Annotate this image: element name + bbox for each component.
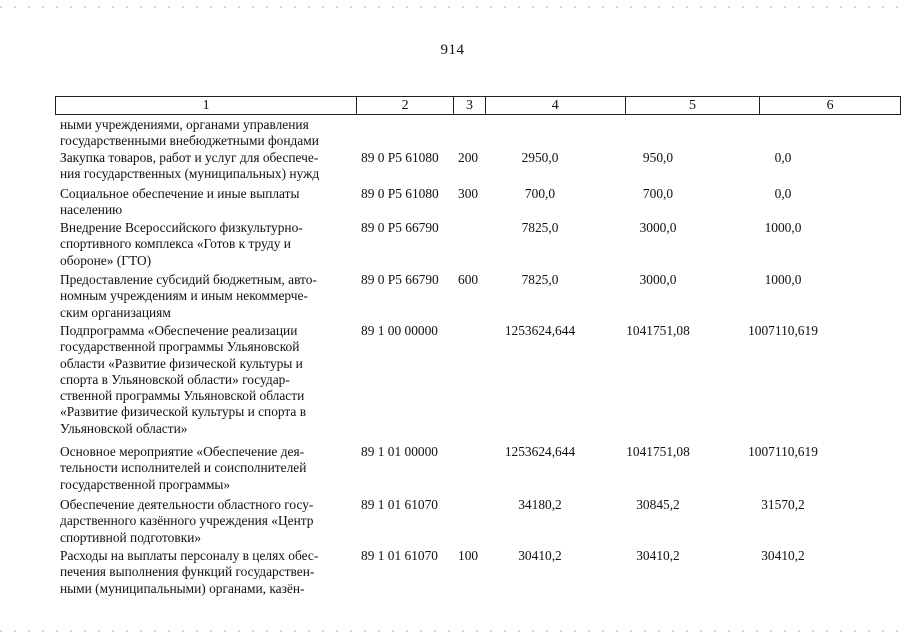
description-line: Внедрение Всероссийского физкультурно- [60, 220, 303, 235]
description-line: печения выполнения функций государствен- [60, 564, 315, 580]
column-header-3: 3 [454, 97, 486, 114]
scan-artifact-bottom [0, 630, 905, 632]
description-line: дарственного казённого учреждения «Центр [60, 513, 314, 529]
table-row-description [60, 497, 350, 546]
amount-col-6: 31570,2 [761, 497, 805, 512]
amount-col-4: 7825,0 [521, 220, 559, 235]
description-line: Расходы на выплаты персоналу в целях обес- [60, 548, 319, 563]
table-row-description [60, 220, 350, 269]
expense-type-code: 600 [458, 272, 479, 287]
budget-code: 89 0 P5 66790 [361, 220, 439, 235]
description-line: государственной программы Ульяновской [60, 339, 300, 355]
table-row-description [60, 548, 350, 597]
description-line: тельности исполнителей и соисполнителей [60, 460, 307, 476]
description-line: населению [60, 202, 123, 218]
budget-code: 89 1 00 00000 [361, 323, 438, 338]
description-line: Предоставление субсидий бюджетным, авто- [60, 272, 317, 287]
page-number: 914 [440, 42, 465, 58]
amount-col-6: 1000,0 [764, 272, 802, 287]
description-line: ственной программы Ульяновской области [60, 388, 305, 404]
description-line: ными (муниципальными) органами, казён- [60, 580, 305, 596]
description-line: государственной программы» [60, 476, 231, 492]
amount-col-5: 30410,2 [636, 548, 680, 563]
table-row-description [60, 117, 350, 150]
budget-code: 89 0 P5 61080 [361, 186, 439, 201]
amount-col-5: 1041751,08 [626, 444, 690, 459]
amount-col-6: 1007110,619 [748, 444, 818, 459]
amount-col-6: 1007110,619 [748, 323, 818, 338]
budget-code: 89 1 01 00000 [361, 444, 438, 459]
description-line: Подпрограмма «Обеспечение реализации [60, 323, 298, 338]
amount-col-4: 1253624,644 [504, 323, 576, 338]
description-line: спортивного комплекса «Готов к труду и [60, 236, 291, 252]
amount-col-6: 0,0 [774, 150, 792, 165]
description-line: Социальное обеспечение и иные выплаты [60, 186, 300, 201]
column-header-6: 6 [826, 98, 834, 113]
amount-col-5: 1041751,08 [626, 323, 690, 338]
description-line: обороне» (ГТО) [60, 252, 152, 268]
description-line: спортивной подготовки» [60, 529, 202, 545]
description-line: Обеспечение деятельности областного госу- [60, 497, 314, 512]
table-row-description [60, 444, 350, 493]
amount-col-4: 1253624,644 [504, 444, 576, 459]
description-line: государственными внебюджетными фондами [60, 133, 319, 149]
expense-type-code: 100 [458, 548, 479, 563]
column-header-4: 4 [486, 97, 626, 114]
description-line: номным учреждениям и иным некоммерче- [60, 288, 308, 304]
budget-code: 89 0 P5 66790 [361, 272, 439, 287]
column-header-1: 1 [56, 97, 357, 114]
table-row-description [60, 186, 350, 219]
amount-col-4: 2950,0 [521, 150, 559, 165]
description-line: ским организациям [60, 304, 171, 320]
amount-col-5: 950,0 [642, 150, 674, 165]
description-line: ния государственных (муниципальных) нужд [60, 166, 320, 182]
expense-type-code: 200 [458, 150, 479, 165]
amount-col-4: 7825,0 [521, 272, 559, 287]
budget-code: 89 1 01 61070 [361, 497, 438, 512]
amount-col-5: 3000,0 [639, 272, 677, 287]
description-line: ными учреждениями, органами управления [60, 117, 309, 132]
amount-col-6: 0,0 [774, 186, 792, 201]
table-row-description [60, 150, 350, 183]
amount-col-4: 700,0 [524, 186, 556, 201]
scan-artifact-top [0, 6, 905, 8]
description-line: Закупка товаров, работ и услуг для обеспече- [60, 150, 319, 165]
budget-code: 89 0 P5 61080 [361, 150, 439, 165]
column-header-2: 2 [357, 97, 454, 114]
amount-col-5: 3000,0 [639, 220, 677, 235]
amount-col-6: 30410,2 [761, 548, 805, 563]
table-header-row [55, 96, 901, 115]
amount-col-6: 1000,0 [764, 220, 802, 235]
description-line: спорта в Ульяновской области» государ- [60, 371, 290, 387]
description-line: «Развитие физической культуры и спорта в [60, 404, 307, 420]
amount-col-4: 30410,2 [518, 548, 562, 563]
amount-col-5: 30845,2 [636, 497, 680, 512]
table-row-description [60, 272, 350, 321]
table-row-description [60, 323, 350, 437]
column-header-5: 5 [626, 97, 761, 114]
description-line: Основное мероприятие «Обеспечение дея- [60, 444, 305, 459]
budget-code: 89 1 01 61070 [361, 548, 438, 563]
description-line: Ульяновской области» [60, 420, 188, 436]
description-line: области «Развитие физической культуры и [60, 355, 303, 371]
amount-col-5: 700,0 [642, 186, 674, 201]
expense-type-code: 300 [458, 186, 479, 201]
amount-col-4: 34180,2 [518, 497, 562, 512]
